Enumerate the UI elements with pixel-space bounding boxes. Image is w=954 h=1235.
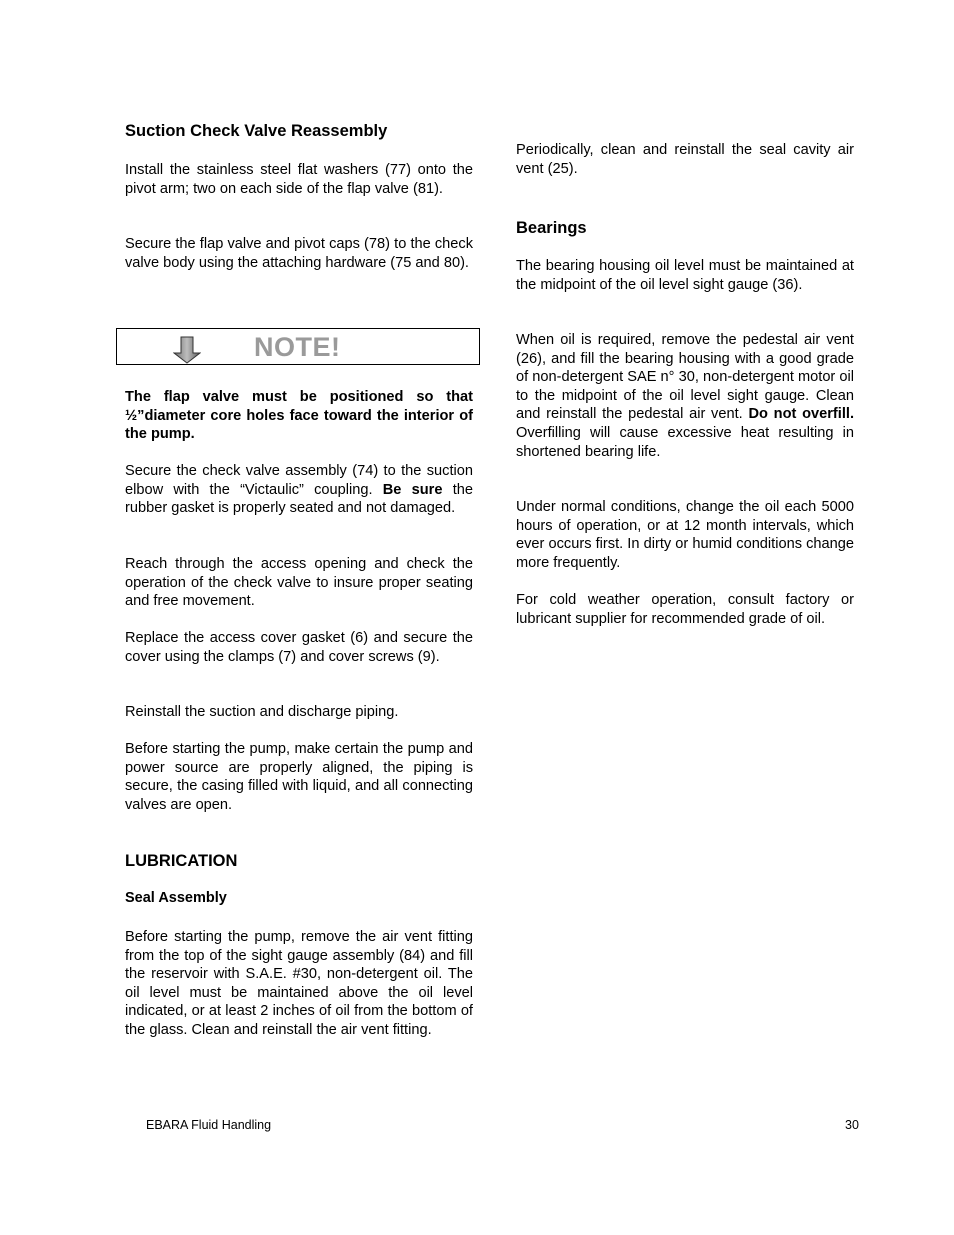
paragraph-flap-valve: Secure the flap valve and pivot caps (78) to the check valve body using the attaching hardware (75 and 80). xyxy=(125,236,473,271)
note-text: The flap valve must be positioned so that ½”diameter core holes face toward the interior of the pump. xyxy=(125,389,473,443)
footer-company: EBARA Fluid Handling xyxy=(146,1118,272,1132)
paragraph-oil-level: The bearing housing oil level must be maintained at the midpoint of the oil level sight gauge (36). xyxy=(516,258,854,293)
lubrication-heading: LUBRICATION xyxy=(125,852,238,870)
paragraph-check-valve-assembly: Secure the check valve assembly (74) to the suction elbow with the “Victaulic” coupling. Be sure the rubber gasket is properly seated and not damaged. xyxy=(125,463,474,517)
paragraph-cold-weather: For cold weather operation, consult factory or lubricant supplier for recommended grade of oil. xyxy=(516,592,854,627)
seal-assembly-heading: Seal Assembly xyxy=(125,890,227,906)
footer-page-number: 30 xyxy=(845,1118,859,1132)
paragraph-access-cover: Replace the access cover gasket (6) and secure the cover using the clamps (7) and cover screws (9). xyxy=(125,630,473,665)
bearings-heading: Bearings xyxy=(516,219,587,237)
paragraph-seal-cavity-vent: Periodically, clean and reinstall the seal cavity air vent (25). xyxy=(516,142,854,177)
suction-check-valve-heading: Suction Check Valve Reassembly xyxy=(125,122,388,140)
paragraph-washers: Install the stainless steel flat washers (77) onto the pivot arm; two on each side of the flap valve (81). xyxy=(125,162,473,197)
paragraph-oil-change: Under normal conditions, change the oil each 5000 hours of operation, or at 12 month intervals, which ever occurs first. In dirty or humid conditions change more frequently. xyxy=(516,499,854,571)
note-label: NOTE! xyxy=(254,332,341,362)
paragraph-oil-required: When oil is required, remove the pedestal air vent (26), and fill the bearing housing with a good grade of non-detergent SAE n° 30, non-detergent motor oil to the midpoint of the oil level sight gauge. Clean and reinstall the pedestal air vent. Do not overfill. Overfilling will cause excessive heat resulting in shortened bearing life. xyxy=(516,332,854,460)
down-arrow-icon xyxy=(173,336,201,364)
note-box xyxy=(116,328,480,365)
do-not-overfill-emphasis: Do not overfill. xyxy=(748,406,854,423)
paragraph-reinstall-piping: Reinstall the suction and discharge piping. xyxy=(125,704,399,720)
paragraph-access-opening: Reach through the access opening and check the operation of the check valve to insure proper seating and free movement. xyxy=(125,556,473,610)
be-sure-emphasis: Be sure xyxy=(382,481,443,498)
paragraph-before-starting: Before starting the pump, make certain the pump and power source are properly aligned, the piping is secure, the casing filled with liquid, and all connecting valves are open. xyxy=(125,741,473,813)
paragraph-seal-assembly: Before starting the pump, remove the air vent fitting from the top of the sight gauge assembly (84) and fill the reservoir with S.A.E. #30, non-detergent oil. The oil level must be maintained above the oil level indicated, or at least 2 inches of oil from the bottom of the glass. Clean and reinstall the air vent fitting. xyxy=(125,929,473,1038)
